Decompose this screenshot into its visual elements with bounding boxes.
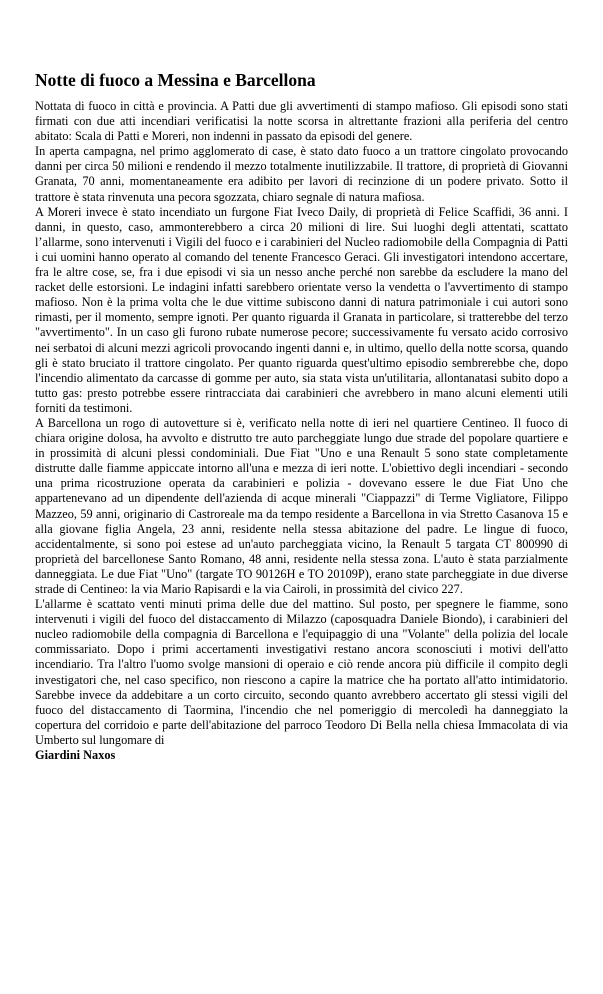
article-title: Notte di fuoco a Messina e Barcellona: [35, 70, 316, 90]
article-body: [35, 99, 568, 763]
paragraph-patti-intro: Nottata di fuoco in città e provincia. A Patti due gli avvertimenti di stampo mafioso. Gli episodi sono stati firmati con due atti incendiari verificatisi la notte scorsa in altrettante frazioni alla periferia del centro abitato: Scala di Patti e Moreri, non indenni in passato da episodi del genere.: [35, 99, 568, 144]
paragraph-closing-place: Giardini Naxos: [35, 748, 116, 763]
paragraph-alarm: L'allarme è scattato venti minuti prima delle due del mattino. Sul posto, per spegnere le fiamme, sono intervenuti i vigili del fuoco del distaccamento di Milazzo (caposquadra Daniele Biondo), i carabinieri del nucleo radiomobile della compagnia di Barcellona e l'equipaggio di una "Volante" della polizia del locale commissariato. Dopo i primi accertamenti investigativi restano ancora sconosciuti i motivi dell'atto incendiario. Tra l'altro l'uomo svolge mansioni di operaio e ciò rende ancora più difficile il compito degli investigatori che, nel caso specifico, non riescono a capire la matrice che ha portato all'atto intimidatorio. Sarebbe invece da addebitare a un corto circuito, secondo quanto avrebbero accertato gli stessi vigili del fuoco del distaccamento di Taormina, l'incendio che nel pomeriggio di mercoledì ha danneggiato la copertura del corridoio e parte dell'abitazione del parroco Teodoro Di Bella nella chiesa Immacolata di via Umberto sul lungomare di: [35, 597, 568, 747]
paragraph-moreri: A Moreri invece è stato incendiato un furgone Fiat Iveco Daily, di proprietà di Felice Scaffidi, 36 anni. I danni, in questo, caso, ammonterebbero a circa 20 milioni di lire. Sui luoghi degli attentati, scattato l’allarme, sono intervenuti i Vigili del fuoco e i carabinieri del Nucleo radiomobile della Compagnia di Patti i cui uomini hanno operato al comando del tenente Francesco Geraci. Gli investigatori intendono accertare, fra le altre cose, se, fra i due episodi vi sia un nesso anche perché non sarebbe da escludere la mano del racket delle estorsioni. Le indagini infatti sarebbero orientate verso la vendetta o l'avvertimento di stampo mafioso. Non è la prima volta che le due vittime subiscono danni di natura patrimoniale i cui autori sono rimasti, per il momento, sempre ignoti. Per quanto riguarda il Granata in particolare, si tratterebbe del terzo "avvertimento". In un caso gli furono rubate numerose pecore; successivamente fu versato acido corrosivo nei serbatoi di alcuni mezzi agricoli provocando ingenti danni e, in ultimo, quello della notte scorsa, quando gli è stato bruciato il trattore cingolato. Per quanto riguarda quest'ultimo episodio sembrerebbe che, dopo l'incendio alimentato da carcasse di gomme per auto, sia stata vista un'utilitaria, allontanatasi subito dopo a tutto gas: presto potrebbe essere rintracciata dai carabinieri che avrebbero in mano alcuni elementi utili forniti da testimoni.: [35, 204, 568, 415]
paragraph-barcellona: A Barcellona un rogo di autovetture si è, verificato nella notte di ieri nel quartiere Centineo. Il fuoco di chiara origine dolosa, ha avvolto e distrutto tre auto parcheggiate lungo due strade del popolare quartiere e in prossimità di alcuni plessi condominiali. Due Fiat "Uno e una Renault 5 sono state completamente distrutte dalle fiamme appiccate intorno all'una e mezza di ieri notte. L'obiettivo degli incendiari - secondo una prima ricostruzione operata da carabinieri e polizia - dovevano essere le due Fiat Uno che appartenevano ad un dipendente dell'azienda di acque minerali "Ciappazzi" di Terme Vigliatore, Filippo Mazzeo, 59 anni, originario di Castroreale ma da tempo residente a Barcellona in via Stretto Casanova 15 e alla giovane figlia Angela, 23 anni, residente nella stessa abitazione del padre. Le lingue di fuoco, accidentalmente, si sono poi estese ad un'auto parcheggiata vicino, la Renault 5 targata CT 800990 di proprietà del barcellonese Santo Romano, 48 anni, residente nella stessa zona. L'auto è stata parzialmente danneggiata. Le due Fiat "Uno" (targate TO 90126H e TO 20109P), erano state parcheggiate in due diverse strade di Centineo: la via Mario Rapisardi e la via Cairoli, in prossimità del civico 227.: [35, 415, 568, 596]
paragraph-tractor: In aperta campagna, nel primo agglomerato di case, è stato dato fuoco a un trattore cingolato provocando danni per circa 50 milioni e rendendo il mezzo totalmente inutilizzabile. Il trattore, di proprietà di Giovanni Granata, 70 anni, momentaneamente era adibito per lavori di recinzione di un podere privato. Sotto il trattore è stata rinvenuta una pecora sgozzata, chiaro segnale di natura mafiosa.: [35, 144, 568, 204]
